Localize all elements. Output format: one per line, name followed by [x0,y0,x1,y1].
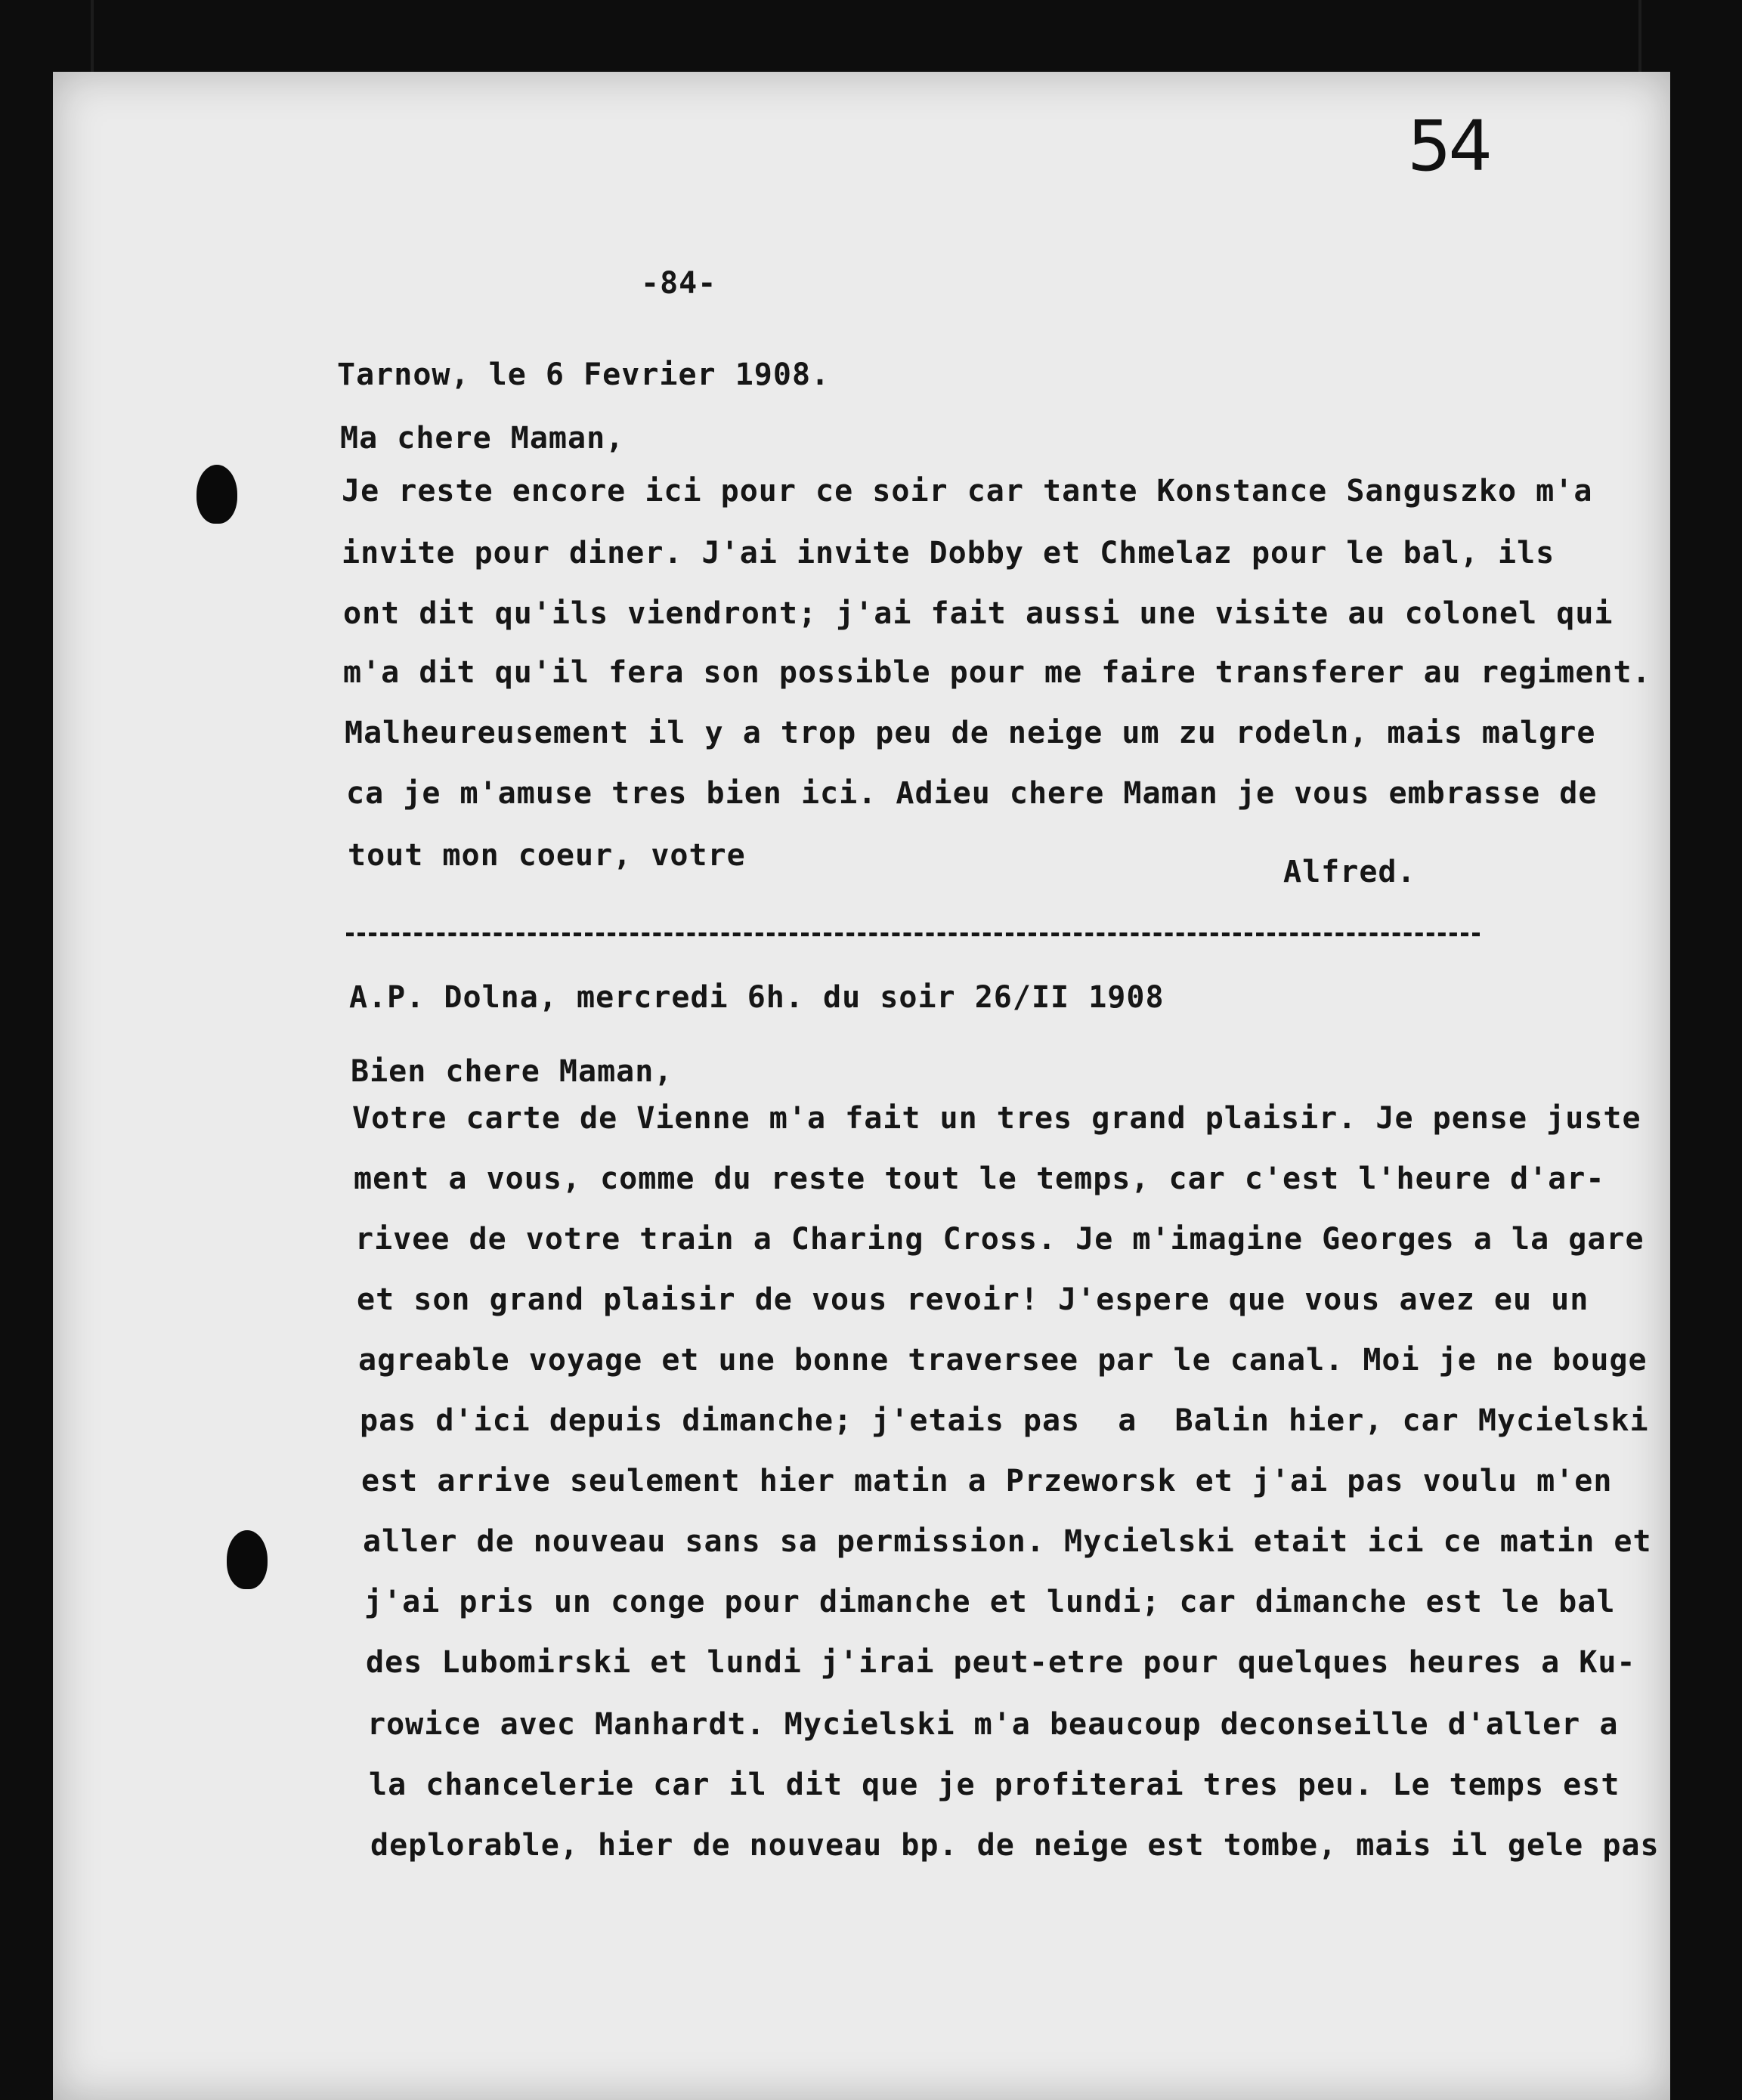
letter1-line: Malheureusement il y a trop peu de neige um zu rodeln, mais malgre [345,716,1596,750]
letter2-line: des Lubomirski et lundi j'irai peut-etre pour quelques heures a Ku- [366,1645,1636,1680]
letter2-dateline: A.P. Dolna, mercredi 6h. du soir 26/II 1908 [349,980,1165,1015]
letter2-line: Votre carte de Vienne m'a fait un tres grand plaisir. Je pense juste [352,1101,1641,1136]
letter2-line: est arrive seulement hier matin a Przeworsk et j'ai pas voulu m'en [361,1464,1613,1498]
letter2-line: rowice avec Manhardt. Mycielski m'a beaucoup deconseille d'aller a [367,1707,1619,1742]
letter2-line: la chancelerie car il dit que je profiterai tres peu. Le temps est [369,1768,1620,1802]
handwritten-folio-number: 54 [1407,106,1490,187]
film-edge-right [1638,0,1641,72]
letter2-line: agreable voyage et une bonne traversee par le canal. Moi je ne bouge [358,1343,1648,1378]
punch-hole-bottom [227,1530,268,1589]
letter1-line: invite pour diner. J'ai invite Dobby et Chmelaz pour le bal, ils [342,536,1555,571]
letter2-line: deplorable, hier de nouveau bp. de neige est tombe, mais il gele pas [370,1828,1660,1863]
letter2-line: et son grand plaisir de vous revoir! J'espere que vous avez eu un [357,1282,1589,1317]
letter2-line: pas d'ici depuis dimanche; j'etais pas a Balin hier, car Mycielski [360,1403,1649,1438]
letter1-salutation: Ma chere Maman, [340,421,625,456]
letter1-line: m'a dit qu'il fera son possible pour me faire transferer au regiment. [343,655,1651,690]
letter2-line: rivee de votre train a Charing Cross. Je m'imagine Georges a la gare [355,1222,1645,1257]
letter1-line: ca je m'amuse tres bien ici. Adieu chere Maman je vous embrasse de [346,776,1598,811]
punch-hole-top [196,465,237,524]
letter2-line: aller de nouveau sans sa permission. Mycielski etait ici ce matin et [363,1524,1652,1559]
letter1-signature: Alfred. [1283,855,1416,889]
letter1-line: tout mon coeur, votre [348,838,746,873]
film-edge-left [91,0,94,72]
letter1-line: Je reste encore ici pour ce soir car tante Konstance Sanguszko m'a [342,474,1593,509]
letter2-line: j'ai pris un conge pour dimanche et lundi; car dimanche est le bal [364,1585,1616,1619]
letter2-salutation: Bien chere Maman, [351,1054,673,1089]
letter2-line: ment a vous, comme du reste tout le temps, car c'est l'heure d'ar- [354,1161,1605,1196]
separator-rule [346,932,1480,936]
page-number: -84- [641,266,717,301]
letter1-line: ont dit qu'ils viendront; j'ai fait aussi une visite au colonel qui [343,596,1614,631]
letter1-dateline: Tarnow, le 6 Fevrier 1908. [337,357,831,392]
